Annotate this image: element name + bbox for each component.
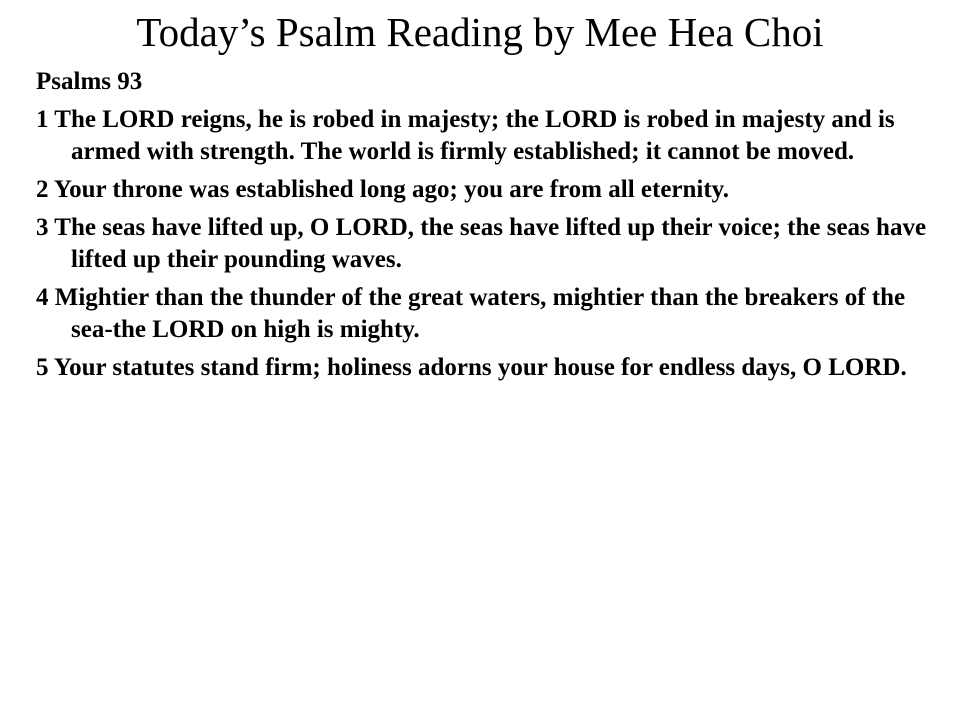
verse-1: 1 The LORD reigns, he is robed in majesty; the LORD is robed in majesty and is armed with strength. The world is firmly established; it cannot be moved. [36,106,895,165]
slide-body [36,66,946,390]
verse-4: 4 Mightier than the thunder of the great waters, mightier than the breakers of the sea-the LORD on high is mighty. [36,284,906,343]
verse-3: 3 The seas have lifted up, O LORD, the seas have lifted up their voice; the seas have lifted up their pounding waves. [36,214,927,273]
slide-title: Today’s Psalm Reading by Mee Hea Choi [136,9,824,55]
verse-2: 2 Your throne was established long ago; you are from all eternity. [36,176,730,203]
verse-5: 5 Your statutes stand firm; holiness adorns your house for endless days, O LORD. [36,354,907,381]
psalm-heading: Psalms 93 [36,68,143,95]
